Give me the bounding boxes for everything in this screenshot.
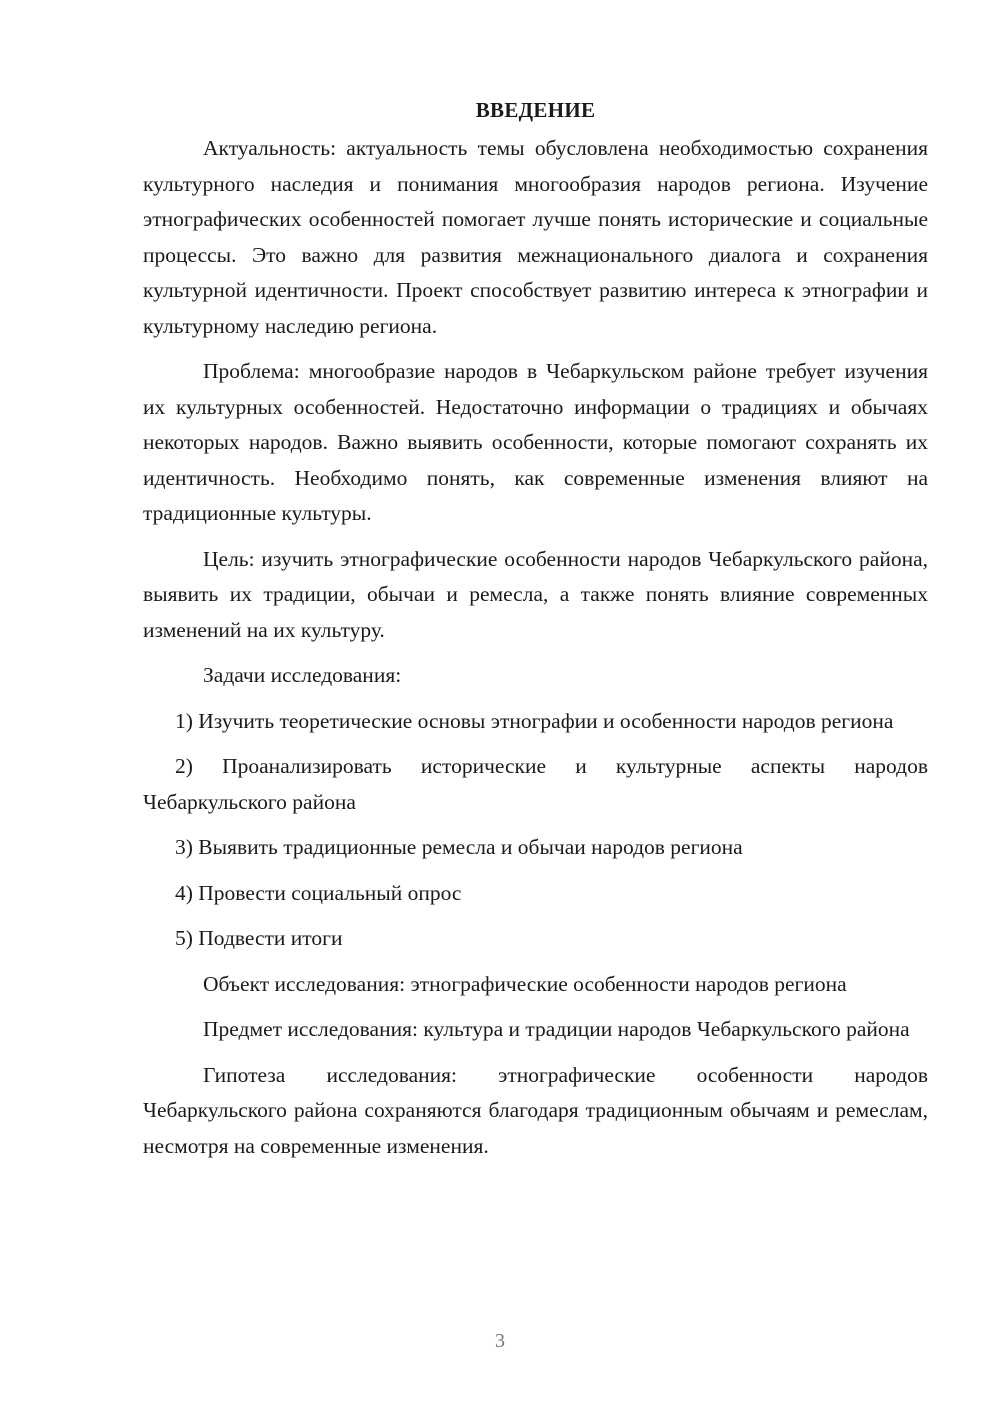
task-item-3: 3) Выявить традиционные ремесла и обычаи народов региона <box>175 835 743 859</box>
task-item-1: 1) Изучить теоретические основы этнографии и особенности народов региона <box>175 708 894 733</box>
page-content <box>143 92 928 1164</box>
tasks-list <box>143 704 928 957</box>
object-paragraph: Объект исследования: этнографические особенности народов региона <box>203 971 847 996</box>
problem-paragraph: Проблема: многообразие народов в Чебаркульском районе требует изучения их культурных особенностей. Недостаточно информации о традициях и обычаях некоторых народов. Важно выявить особенности, которые помогают сохранять их идентичность. Необходимо понять, как современные изменения влияют на традиционные культуры. <box>143 359 928 525</box>
tasks-heading: Задачи исследования: <box>203 663 402 687</box>
hypothesis-paragraph: Гипотеза исследования: этнографические особенности народов Чебаркульского района сохраняются благодаря традиционным обычаям и ремеслам, несмотря на современные изменения. <box>143 1062 928 1158</box>
task-item-5: 5) Подвести итоги <box>175 926 343 950</box>
task-item-4: 4) Провести социальный опрос <box>175 880 462 905</box>
page-number: 3 <box>495 1330 505 1352</box>
task-item-2: 2) Проанализировать исторические и культурные аспекты народов Чебаркульского района <box>143 754 928 814</box>
relevance-paragraph: Актуальность: актуальность темы обусловлена необходимостью сохранения культурного наследия и понимания многообразия народов региона. Изучение этнографических особенностей помогает лучше понять исторические и социальные процессы. Это важно для развития межнационального диалога и сохранения культурной идентичности. Проект способствует развитию интереса к этнографии и культурному наследию региона. <box>143 136 928 338</box>
section-title: ВВЕДЕНИЕ <box>475 98 596 122</box>
subject-paragraph: Предмет исследования: культура и традиции народов Чебаркульского района <box>203 1017 910 1041</box>
goal-paragraph: Цель: изучить этнографические особенности народов Чебаркульского района, выявить их традиции, обычаи и ремесла, а также понять влияние современных изменений на их культуру. <box>143 546 928 642</box>
